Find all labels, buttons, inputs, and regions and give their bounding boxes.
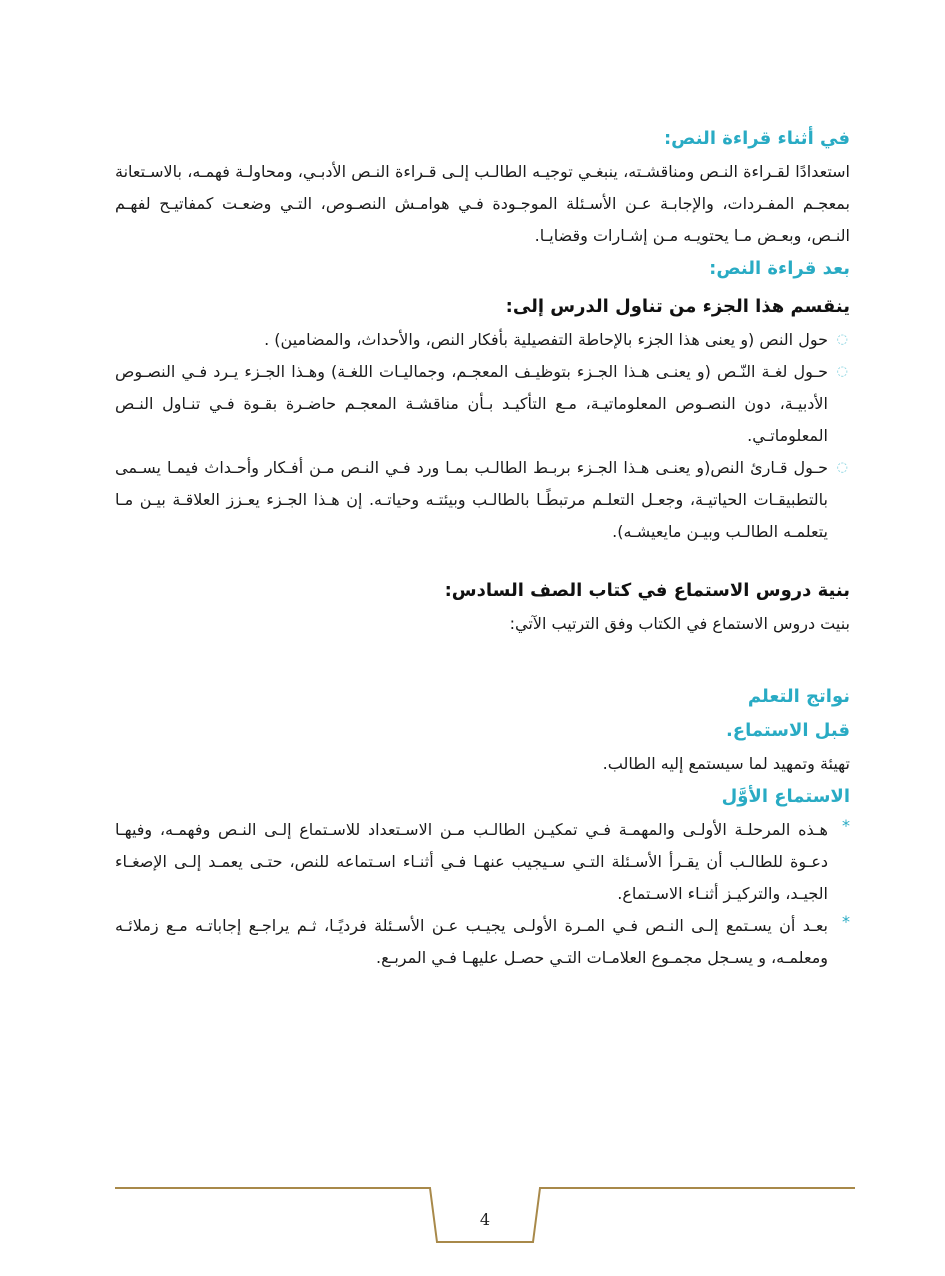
heading-learning-outcomes: نواتج التعلم [747, 686, 850, 707]
first-listening-list [115, 814, 850, 974]
list-item: * هـذه المرحلـة الأولـى والمهمـة فـي تمكيـن الطالـب مـن الاسـتعداد للاسـتماع إلـى النـص وفهمـه، وفيهـا دعـوة للطالـب أن يقـرأ الأسـئلة التـي سـيجيب عنهـا فـي أثنـاء اسـتماعه للنص، حتـى يعمـد إلـى الإصغـاء الجيـد، والتركيـز أثنـاء الاسـتماع. [115, 814, 850, 910]
heading-after-reading: بعد قراءة النص: [709, 258, 850, 279]
heading-listening-structure: بنية دروس الاستماع في كتاب الصف السادس: [444, 580, 850, 601]
page-number: 4 [479, 1210, 491, 1229]
paragraph-during-reading: استعدادًا لقـراءة النـص ومناقشـته، ينبغـي توجيـه الطالـب إلـى قـراءة النـص الأدبـي، ومحاولـة فهمـه، بالاسـتعانة بمعجـم المفـردات، والإجابـة عـن الأسـئلة الموجـودة فـي هوامـش النصـوص، التـي وضعـت كمفاتيـح لفهـم النـص، وبعـض مـا يحتويـه مـن إشـارات وقضايـا. [115, 162, 850, 245]
list-item: ◌ حول النص (و يعنى هذا الجزء بالإحاطة التفصيلية بأفكار النص، والأحداث، والمضامين) . [115, 324, 850, 356]
heading-during-reading: في أثناء قراءة النص: [663, 128, 850, 149]
circle-bullet-icon: ◌ [836, 332, 848, 347]
subheading-lesson-division: ينقسم هذا الجزء من تناول الدرس إلى: [505, 296, 850, 317]
page-footer [115, 1180, 855, 1250]
circle-bullet-icon: ◌ [836, 460, 848, 475]
after-reading-list [115, 324, 850, 548]
heading-first-listening: الاستماع الأوَّل [721, 786, 850, 807]
star-bullet-icon: * [842, 816, 850, 835]
before-listening-text: تهيئة وتمهيد لما سيستمع إليه الطالب. [602, 754, 850, 773]
star-bullet-icon: * [842, 912, 850, 931]
list-item: ◌ حـول لغـة النّـص (و يعنـى هـذا الجـزء بتوظيـف المعجـم، وجماليـات اللغـة) وهـذا الجـزء يـرد فـي النصـوص الأدبيـة، دون النصـوص المعلوماتيـة، مـع التأكيـد بـأن مناقشـة المعجـم حاضـرة بقـوة فـي تنـاول النـص المعلوماتـي. [115, 356, 850, 452]
circle-bullet-icon: ◌ [836, 364, 848, 379]
page-content [115, 122, 850, 974]
listening-intro: بنيت دروس الاستماع في الكتاب وفق الترتيب الآتي: [509, 614, 850, 633]
list-item: * بعـد أن يسـتمع إلـى النـص فـي المـرة الأولـى يجيـب عـن الأسـئلة فرديًـا، ثـم يراجـع إجاباتـه مـع زملائـه ومعلمـه، و يسـجل مجمـوع العلامـات التـي حصـل عليهـا فـي المربـع. [115, 910, 850, 974]
heading-before-listening: قبل الاستماع. [725, 720, 850, 741]
list-item: ◌ حـول قـارئ النص(و يعنـى هـذا الجـزء بربـط الطالـب بمـا ورد فـي النـص مـن أفـكار وأحـداث فيمـا يسـمى بالتطبيقـات الحياتيـة، وجعـل التعلـم مرتبطًـا بالطالـب وبيئتـه وحياتـه. إن هـذا الجـزء يعـزز العلاقـة بيـن مـا يتعلمـه الطالـب وبيـن مايعيشـه). [115, 452, 850, 548]
